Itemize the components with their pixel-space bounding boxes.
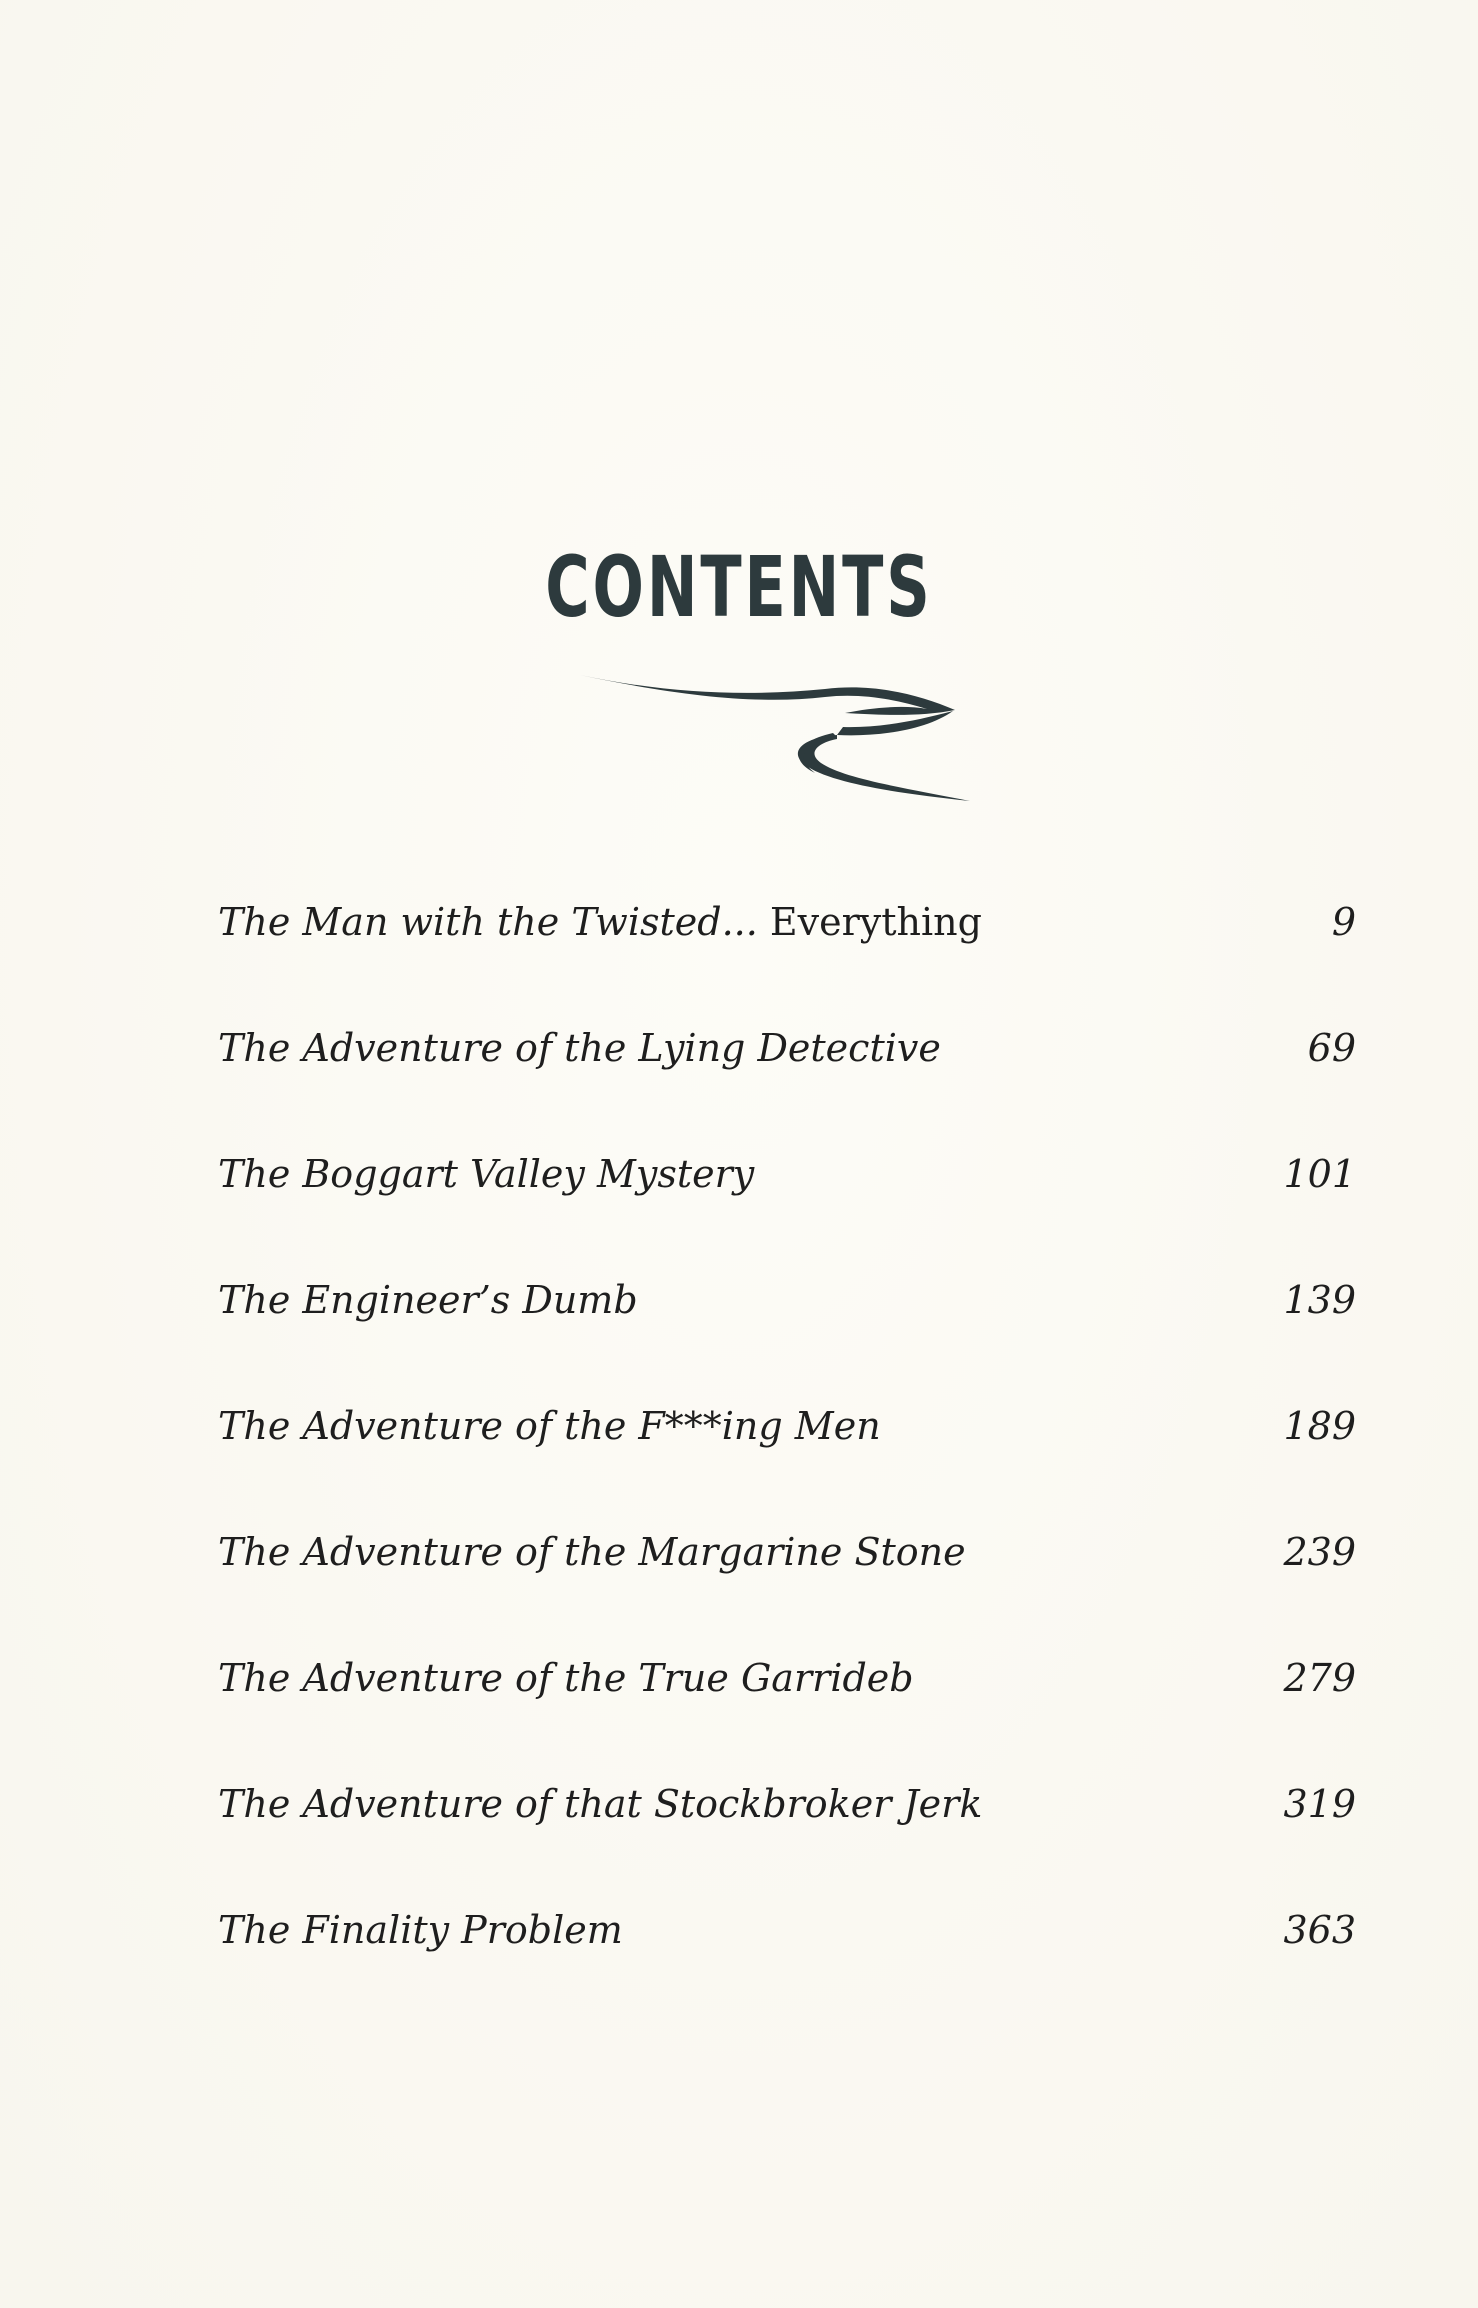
entry-page-number: 319 <box>1283 1782 1356 1826</box>
entry-title: The Finality Problem <box>218 1908 623 1952</box>
entry-page-number: 139 <box>1283 1278 1356 1322</box>
entry-title: The Adventure of that Stockbroker Jerk <box>218 1782 983 1826</box>
toc-entry[interactable] <box>218 1026 1356 1152</box>
toc-entry[interactable] <box>218 1656 1356 1782</box>
toc-entry[interactable] <box>218 1404 1356 1530</box>
entry-page-number: 279 <box>1283 1656 1356 1700</box>
entry-page-number: 189 <box>1283 1404 1356 1448</box>
entry-title: The Adventure of the True Garrideb <box>218 1656 914 1700</box>
page-title: CONTENTS <box>545 538 933 636</box>
entry-page-number: 239 <box>1283 1530 1356 1574</box>
toc-entry[interactable] <box>218 1278 1356 1404</box>
toc-entry[interactable] <box>218 1152 1356 1278</box>
toc-entry[interactable] <box>218 900 1356 1026</box>
entry-page-number: 101 <box>1283 1152 1356 1196</box>
entry-page-number: 363 <box>1283 1908 1356 1952</box>
entry-title: The Boggart Valley Mystery <box>218 1152 755 1196</box>
entry-title: The Man with the Twisted... Everything <box>218 900 982 944</box>
entry-page-number: 9 <box>1331 900 1356 944</box>
entry-title: The Adventure of the Margarine Stone <box>218 1530 966 1574</box>
toc-entry[interactable] <box>218 1908 1356 2034</box>
toc-entry[interactable] <box>218 1782 1356 1908</box>
entry-page-number: 69 <box>1307 1026 1356 1070</box>
toc-entry[interactable] <box>218 1530 1356 1656</box>
entry-title: The Adventure of the Lying Detective <box>218 1026 941 1070</box>
entry-title: The Engineer’s Dumb <box>218 1278 638 1322</box>
entry-title: The Adventure of the F***ing Men <box>218 1404 881 1448</box>
swash-flourish-icon <box>575 655 975 805</box>
contents-list <box>218 900 1356 2034</box>
